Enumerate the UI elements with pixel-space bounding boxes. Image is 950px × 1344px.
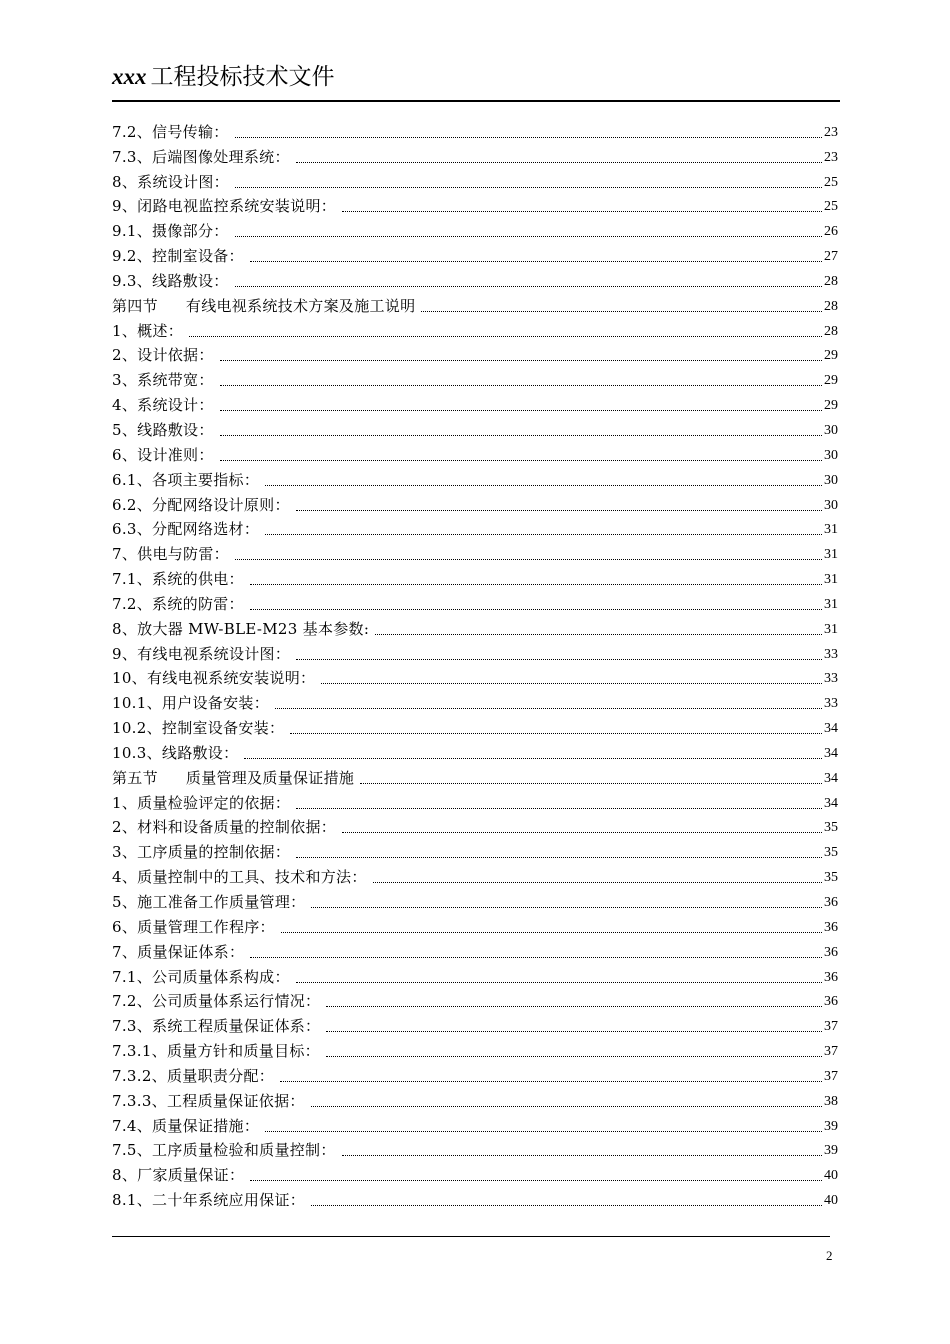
toc-page-number: 31 [824,547,838,563]
toc-dot-leader [250,582,822,585]
toc-page-number: 33 [824,646,838,662]
toc-entry-label: 7、质量保证体系： [112,942,245,961]
toc-page-number: 36 [824,994,838,1010]
toc-entry[interactable] [112,812,838,837]
toc-page-number: 30 [824,472,838,488]
toc-dot-leader [326,1029,822,1032]
toc-entry[interactable] [112,787,838,812]
toc-page-number: 34 [824,795,838,811]
toc-entry[interactable] [112,290,838,315]
toc-page-number: 35 [824,820,838,836]
table-of-contents [112,116,838,1209]
toc-entry-label: 6、质量管理工作程序： [112,917,275,936]
toc-entry[interactable] [112,663,838,688]
toc-dot-leader [290,731,822,734]
toc-page-number: 28 [824,273,838,289]
toc-entry[interactable] [112,961,838,986]
toc-entry[interactable] [112,1010,838,1035]
toc-entry-label: 8、系统设计图： [112,172,229,191]
toc-dot-leader [250,955,822,958]
toc-dot-leader [189,334,822,337]
toc-dot-leader [342,830,822,833]
toc-entry[interactable] [112,986,838,1011]
toc-dot-leader [296,160,822,163]
toc-page-number: 23 [824,149,838,165]
toc-dot-leader [244,756,822,759]
toc-dot-leader [373,880,822,883]
toc-entry-label: 6、设计准则： [112,445,214,464]
toc-dot-leader [342,209,822,212]
title-text: 工程投标技术文件 [150,64,335,90]
toc-section-number: 第五节 [112,768,158,787]
toc-dot-leader [321,681,822,684]
toc-entry-label: 7、供电与防雷： [112,545,229,564]
toc-dot-leader [220,458,822,461]
toc-entry[interactable] [112,364,838,389]
toc-entry[interactable] [112,414,838,439]
toc-dot-leader [235,234,822,237]
toc-entry-label: 7.3、系统工程质量保证体系： [112,1017,321,1036]
toc-entry-label: 7.3.1、质量方针和质量目标： [112,1042,320,1061]
toc-entry[interactable] [112,439,838,464]
toc-entry-label: 5、线路敷设： [112,420,214,439]
toc-entry-label: 7.2、公司质量体系运行情况： [112,992,321,1011]
toc-section-title: 质量管理及质量保证措施 [185,768,355,787]
toc-entry[interactable] [112,1184,838,1209]
toc-page-number: 26 [824,224,838,240]
toc-entry-label: 1、概述： [112,321,184,340]
toc-page-number: 33 [824,696,838,712]
toc-entry-label: 8、放大器 MW-BLE-M23 基本参数: [112,619,370,638]
toc-page-number: 36 [824,895,838,910]
toc-dot-leader [296,806,822,809]
toc-dot-leader [311,905,822,908]
toc-page-number: 37 [824,1068,838,1084]
page-number: 2 [826,1248,833,1263]
toc-page-number: 31 [824,596,838,612]
toc-section-title: 有线电视系统技术方案及施工说明 [185,296,416,315]
toc-dot-leader [235,284,822,287]
toc-page-number: 23 [824,124,838,140]
toc-entry[interactable] [112,762,838,787]
project-code: xxx [112,64,147,89]
toc-page-number: 31 [824,621,838,637]
toc-entry[interactable] [112,1159,838,1184]
toc-entry[interactable] [112,911,838,936]
toc-page-number: 37 [824,1019,838,1035]
toc-dot-leader [235,135,822,138]
toc-page-number: 30 [824,447,838,463]
toc-dot-leader [220,433,822,436]
toc-entry-label: 7.3.3、工程质量保证依据： [112,1091,305,1110]
toc-dot-leader [296,657,822,660]
toc-entry-label: 7.4、质量保证措施： [112,1116,260,1135]
toc-page-number: 36 [824,919,838,935]
footer-divider [112,1236,830,1237]
toc-dot-leader [342,1153,822,1156]
page-header [112,60,840,102]
toc-dot-leader [220,408,822,411]
toc-section-number: 第四节 [112,296,158,315]
toc-entry[interactable] [112,1135,838,1160]
toc-page-number: 39 [824,1118,838,1134]
toc-entry-label: 9.2、控制室设备： [112,247,244,266]
toc-entry-label: 10.2、控制室设备安装： [112,719,285,738]
toc-page-number: 29 [824,373,838,389]
toc-entry-label: 7.2、信号传输： [112,122,229,141]
toc-entry-label: 4、质量控制中的工具、技术和方法： [112,868,367,887]
toc-entry[interactable] [112,141,838,166]
toc-entry[interactable] [112,464,838,489]
toc-page-number: 40 [824,1193,838,1209]
toc-dot-leader [250,1178,822,1181]
toc-dot-leader [265,532,822,535]
toc-entry[interactable] [112,1060,838,1085]
toc-dot-leader [296,508,822,511]
toc-page-number: 40 [824,1168,838,1184]
toc-entry-label [112,769,354,787]
toc-entry[interactable] [112,265,838,290]
toc-entry[interactable] [112,613,838,638]
toc-dot-leader [281,930,822,933]
toc-entry[interactable] [112,563,838,588]
toc-page-number: 35 [824,870,838,886]
toc-page-number: 29 [824,398,838,414]
toc-entry[interactable] [112,514,838,539]
toc-entry-label: 1、质量检验评定的依据： [112,793,291,812]
toc-entry[interactable] [112,340,838,365]
toc-dot-leader [421,309,822,312]
toc-entry[interactable] [112,215,838,240]
toc-page-number: 34 [824,745,838,761]
toc-page-number: 35 [824,845,838,861]
toc-entry[interactable] [112,315,838,340]
toc-page-number: 36 [824,944,838,960]
toc-page-number: 37 [824,1044,838,1060]
toc-entry-label: 9、闭路电视监控系统安装说明： [112,197,337,216]
toc-entry-label: 7.1、公司质量体系构成： [112,967,290,986]
toc-entry-label: 9.3、线路敷设： [112,271,229,290]
toc-dot-leader [360,781,822,784]
toc-entry-label: 2、设计依据： [112,346,214,365]
toc-dot-leader [296,855,822,858]
toc-entry[interactable] [112,836,838,861]
toc-page-number: 30 [824,422,838,438]
toc-entry-label: 9.1、摄像部分： [112,222,229,241]
toc-dot-leader [220,383,822,386]
toc-entry-label: 2、材料和设备质量的控制依据： [112,818,337,837]
toc-entry[interactable] [112,538,838,563]
toc-entry-label: 7.3、后端图像处理系统： [112,147,290,166]
toc-entry-label: 10.3、线路敷设： [112,743,239,762]
toc-page-number: 34 [824,721,838,737]
toc-dot-leader [250,607,822,610]
toc-page-number: 31 [824,572,838,588]
toc-entry[interactable] [112,737,838,762]
toc-entry-label: 4、系统设计： [112,396,214,415]
toc-entry[interactable] [112,1035,838,1060]
toc-page-number: 27 [824,249,838,265]
toc-page-number: 29 [824,348,838,364]
toc-entry-label: 6.2、分配网络设计原则： [112,495,290,514]
toc-entry-label: 7.1、系统的供电： [112,570,244,589]
toc-page-number: 38 [824,1093,838,1109]
toc-entry[interactable] [112,489,838,514]
toc-dot-leader [265,483,822,486]
toc-page-number: 25 [824,199,838,215]
document-title [112,62,335,92]
toc-page-number: 39 [824,1143,838,1159]
toc-entry[interactable] [112,1085,838,1110]
toc-entry-label: 10.1、用户设备安装： [112,694,269,713]
toc-dot-leader [265,1129,822,1132]
toc-entry-label: 3、工序质量的控制依据： [112,843,291,862]
toc-entry-label: 5、施工准备工作质量管理： [112,893,306,911]
toc-dot-leader [275,706,822,709]
toc-entry-label: 9、有线电视系统设计图： [112,644,291,663]
toc-entry-label: 7.2、系统的防雷： [112,594,244,613]
toc-dot-leader [375,632,822,635]
toc-entry-label: 7.5、工序质量检验和质量控制： [112,1141,336,1160]
toc-entry[interactable] [112,712,838,737]
toc-entry[interactable] [112,936,838,961]
toc-entry-label: 3、系统带宽： [112,371,214,390]
toc-entry[interactable] [112,240,838,265]
toc-entry-label: 8、厂家质量保证： [112,1166,245,1185]
toc-page-number: 34 [824,770,838,786]
toc-entry[interactable] [112,166,838,191]
toc-dot-leader [250,259,822,262]
toc-entry[interactable] [112,638,838,663]
toc-entry-label [112,297,415,315]
toc-page-number: 36 [824,969,838,985]
toc-page-number: 28 [824,298,838,314]
toc-dot-leader [326,1004,822,1007]
toc-entry[interactable] [112,191,838,216]
toc-page-number: 31 [824,522,838,538]
toc-entry-label: 8.1、二十年系统应用保证： [112,1191,306,1210]
toc-dot-leader [311,1203,822,1206]
toc-dot-leader [235,185,822,188]
toc-dot-leader [311,1104,822,1107]
toc-entry[interactable] [112,687,838,712]
toc-page-number: 30 [824,497,838,513]
toc-entry[interactable] [112,886,838,911]
toc-page-number: 28 [824,323,838,339]
toc-entry[interactable] [112,116,838,141]
toc-page-number: 25 [824,174,838,190]
toc-entry[interactable] [112,1110,838,1135]
toc-entry[interactable] [112,389,838,414]
toc-entry-label: 10、有线电视系统安装说明： [112,669,316,688]
toc-dot-leader [296,980,822,983]
toc-entry-label: 6.1、各项主要指标： [112,470,260,489]
toc-dot-leader [235,557,822,560]
toc-dot-leader [280,1079,822,1082]
toc-entry-label: 7.3.2、质量职责分配： [112,1066,275,1085]
toc-entry[interactable] [112,861,838,886]
toc-dot-leader [326,1054,822,1057]
toc-page-number: 33 [824,671,838,687]
toc-dot-leader [220,358,822,361]
toc-entry[interactable] [112,588,838,613]
toc-entry-label: 6.3、分配网络选材： [112,520,260,539]
